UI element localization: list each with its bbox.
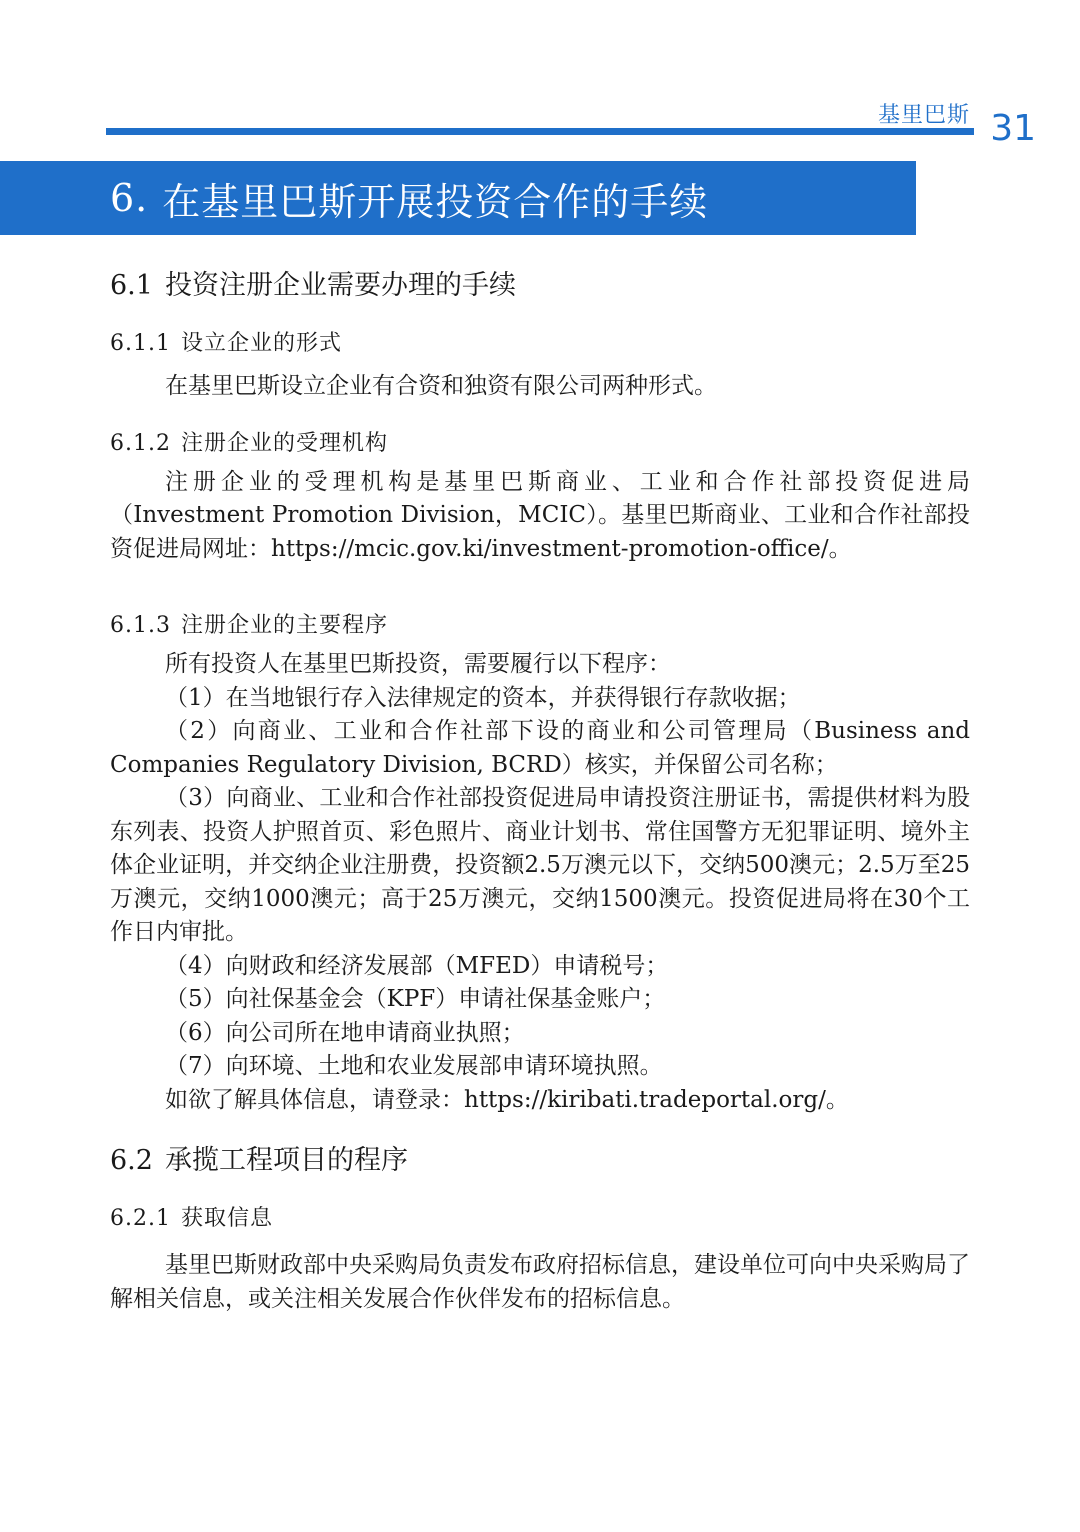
procedure-intro: 所有投资人在基里巴斯投资，需要履行以下程序： (165, 651, 671, 677)
procedure-step-1: （1）在当地银行存入法律规定的资本，并获得银行存款收据； (165, 684, 801, 711)
procedure-step-6: （6）向公司所在地申请商业执照； (165, 1019, 525, 1046)
paragraph-6-2-1: 基里巴斯财政部中央采购局负责发布政府招标信息，建设单位可向中央采购局了解相关信息，或关注相关发展合作伙伴发布的招标信息。 (110, 1252, 970, 1312)
procedure-step-3: （3）向商业、工业和合作社部投资促进局申请投资注册证书，需提供材料为股东列表、投资人护照首页、彩色照片、商业计划书、常住国警方无犯罪证明、境外主体企业证明，并交纳企业注册费，投资额2.5万澳元以下，交纳500澳元；2.5万至25万澳元，交纳1000澳元；高于25万澳元，交纳1500澳元。投资促进局将在30个工作日内审批。 (110, 785, 970, 945)
section-6-1-heading (110, 262, 970, 310)
subsection-number: 6.1.2 (110, 430, 171, 456)
paragraph-6-1-1: 在基里巴斯设立企业有合资和独资有限公司两种形式。 (165, 373, 717, 399)
subsection-number: 6.1.1 (110, 331, 171, 356)
subsection-title: 获取信息 (180, 1206, 273, 1231)
subsection-title: 注册企业的受理机构 (180, 430, 388, 456)
chapter-number: 6. (110, 176, 149, 220)
section-6-2-1-heading (110, 1199, 970, 1239)
procedure-step-4: （4）向财政和经济发展部（MFED）申请税号； (165, 952, 669, 979)
section-number: 6.2 (110, 1145, 153, 1176)
more-info-link-text: 如欲了解具体信息，请登录：https://kiribati.tradeportal.org/。 (165, 1086, 849, 1113)
running-header-country: 基里巴斯 (877, 103, 970, 128)
page-number: 31 (990, 108, 1036, 149)
subsection-number: 6.1.3 (110, 613, 171, 638)
section-title: 承揽工程项目的程序 (164, 1145, 408, 1176)
subsection-number: 6.2.1 (110, 1206, 171, 1231)
procedure-step-5: （5）向社保基金会（KPF）申请社保基金账户； (165, 986, 666, 1012)
section-title: 投资注册企业需要办理的手续 (164, 270, 516, 301)
section-6-2-heading (110, 1137, 970, 1185)
header-rule (106, 128, 974, 135)
chapter-banner (0, 161, 916, 235)
page-content (110, 262, 970, 1316)
section-number: 6.1 (110, 270, 153, 301)
paragraph-6-1-2: 注册企业的受理机构是基里巴斯商业、工业和合作社部投资促进局（Investment Promotion Division，MCIC）。基里巴斯商业、工业和合作社部投资促进局网址：https://mcic.gov.ki/investment-promotion-office/。 (110, 468, 970, 562)
section-6-1-1-heading (110, 324, 970, 364)
section-6-1-3-heading (110, 606, 970, 646)
subsection-title: 注册企业的主要程序 (180, 613, 388, 638)
chapter-title: 在基里巴斯开展投资合作的手续 (162, 179, 709, 224)
section-6-1-2-heading (110, 424, 970, 464)
procedure-step-7: （7）向环境、土地和农业发展部申请环境执照。 (165, 1053, 663, 1079)
subsection-title: 设立企业的形式 (180, 331, 342, 356)
procedure-step-2: （2）向商业、工业和合作社部下设的商业和公司管理局（Business and Companies Regulatory Division, BCRD）核实，并保留公司名称； (110, 718, 970, 778)
